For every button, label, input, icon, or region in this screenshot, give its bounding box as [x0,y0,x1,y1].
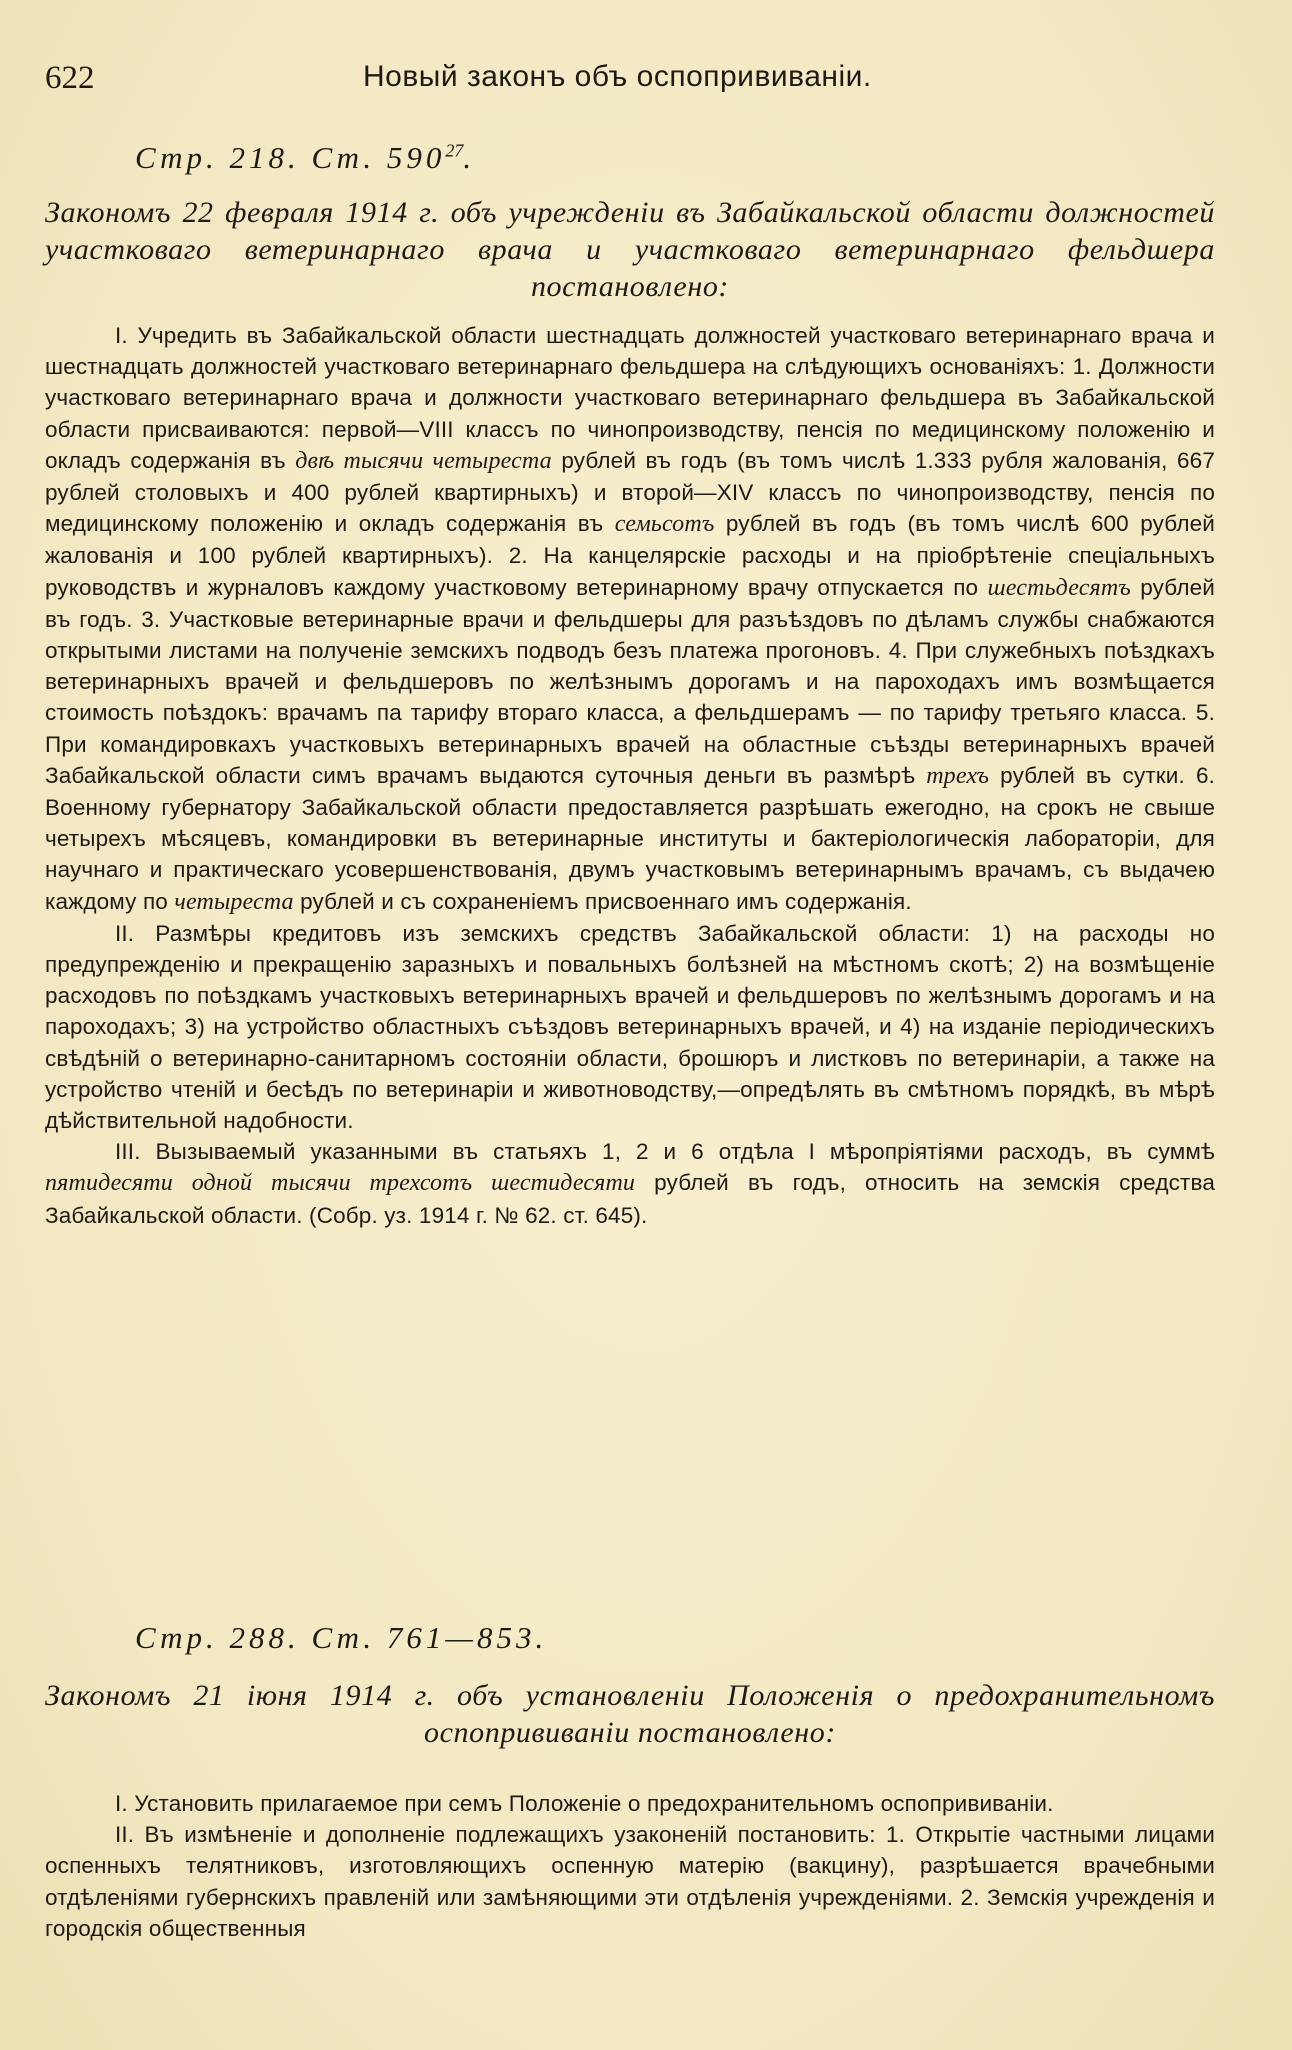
s1p1-text-4: рублей въ годъ. 3. Участковые ветеринарные врачи и фельдшеры для разъѣздовъ по дѣламъ службы снабжаются открытыми листами на полученіе земскихъ подводъ безъ платежа прогоновъ. 4. При служебныхъ поѣздкахъ ветеринарныхъ врачей и фельдшеровъ по желѣзнымъ дорогамъ и на пароходахъ имъ возмѣщается стоимость поѣздокъ: врачамъ па тарифу втораго класса, а фельдшерамъ — по тарифу третьяго класса. 5. При командировкахъ участковыхъ ветеринарныхъ врачей на областные съѣзды ветеринарныхъ врачей Забайкальской области симъ врачамъ выдаются суточныя деньги въ размѣрѣ [45,574,1215,788]
section1-body [45,320,1215,1231]
s1p1-emph-2: семьсотъ [614,511,715,538]
section1-paragraph-1 [45,320,1215,918]
s1p3-text-2: рублей въ годъ, относить на земскія средства Забайкальской области. (Собр. уз. 1914 г. № 62. ст. 645). [45,1170,1215,1228]
s1p3-emph-1: пятидесяти одной тысячи трехсотъ шестидесяти [45,1170,636,1197]
section1-paragraph-3 [45,1136,1215,1231]
s1p1-text-3: рублей въ годъ (въ томъ числѣ 600 рублей жалованія и 100 рублей квартирныхъ). 2. На канцелярскіе расходы и на пріобрѣтеніе спеціальныхъ руководствъ и журналовъ каждому участковому ветеринарному врачу отпускается по [45,511,1215,600]
section1-intro: Закономъ 22 февраля 1914 г. объ учрежденіи въ Забайкальской области должностей участковаго ветеринарнаго врача и участковаго ветеринарнаго фельдшера постановлено: [45,196,1215,303]
section1-paragraph-2: II. Размѣры кредитовъ изъ земскихъ средствъ Забайкальской области: 1) на расходы но предупрежденію и прекращенію заразныхъ и повальныхъ болѣзней на мѣстномъ скотѣ; 2) на возмѣщеніе расходовъ по поѣздкамъ участковыхъ ветеринарныхъ врачей и фельдшеровъ по желѣзнымъ дорогамъ и на пароходахъ; 3) на устройство областныхъ съѣздовъ ветеринарныхъ врачей, и 4) на изданіе періодическихъ свѣдѣній о ветеринарно-санитарномъ состояніи области, брошюръ и листковъ по ветеринаріи, а также на устройство чтеній и бесѣдъ по ветеринаріи и животноводству,—опредѣлять въ смѣтномъ порядкѣ, въ мѣрѣ дѣйствительной надобности. [45,920,1215,1134]
section2-reference: Стр. 288. Ст. 761—853. [135,1620,548,1655]
s1p1-emph-5: четыреста [174,888,294,915]
running-title: Новый законъ объ оспопрививаніи. [363,60,872,93]
s1p1-text-2: рублей въ годъ (въ томъ числѣ 1.333 рубля жалованія, 667 рублей столовыхъ и 400 рублей квартирныхъ) и второй—XIV классъ по чинопроизводству, пенсія по медицинскому положенію и окладъ содержанія въ [45,447,1215,537]
page-header [45,52,1225,102]
s1p3-text-1: III. Вызываемый указанными въ статьяхъ 1, 2 и 6 отдѣла I мѣропріятіями расходъ, въ суммѣ [115,1139,1215,1165]
section2-paragraph-1: I. Установить прилагаемое при семъ Положеніе о предохранительномъ оспопрививаніи. [115,1791,1054,1816]
s1p1-emph-4: трехъ [926,762,990,789]
s1p1-text-6: рублей и съ сохраненіемъ присвоеннаго имъ содержанія. [293,888,912,914]
s1p1-text-5: рублей въ сутки. 6. Военному губернатору Забайкальской области предоставляется разрѣшать ежегодно, на срокъ не свыше четырехъ мѣсяцевъ, командировки въ ветеринарные институты и бактеріологическія лабораторіи, для научнаго и практическаго усовершенствованія, двумъ участковымъ ветеринарнымъ врачамъ, съ выдачею каждому по [45,762,1216,914]
section1-ref-sup: 27 [445,140,464,161]
section1-ref-text: Стр. 218. Ст. 590 [135,140,446,175]
section2-paragraph-2: II. Въ измѣненіе и дополненіе подлежащихъ узаконеній постановить: 1. Открытіе частными лицами оспенныхъ телятниковъ, изготовляющихъ оспенную матерію (вакцину), разрѣшается врачебными отдѣленіями губернскихъ правленій или замѣняющими эти отдѣленія учрежденіями. 2. Земскія учрежденія и городскія общественныя [45,1822,1215,1941]
page-number: 622 [45,60,95,96]
s1p1-text-1: I. Учредить въ Забайкальской области шестнадцать должностей участковаго ветеринарнаго врача и шестнадцать должностей участковаго ветеринарнаго фельдшера на слѣдующихъ основаніяхъ: 1. Должности участковаго ветеринарнаго врача и должности участковаго ветеринарнаго фельдшера въ Забайкальской области присваиваются: первой—VIII классъ по чинопроизводству, пенсія по медицинскому положенію и окладъ содержанія въ [45,323,1215,473]
s1p1-emph-3: шестьдесятъ [987,574,1131,601]
s1p1-emph-1: двѣ тысячи четыреста [295,447,552,474]
section2-body [45,1788,1215,1944]
section1-reference [135,140,475,176]
section2-intro: Закономъ 21 іюня 1914 г. объ установленіи Положенія о предохранительномъ оспопрививаніи постановлено: [45,1679,1215,1749]
section1-ref-end: . [463,140,476,175]
